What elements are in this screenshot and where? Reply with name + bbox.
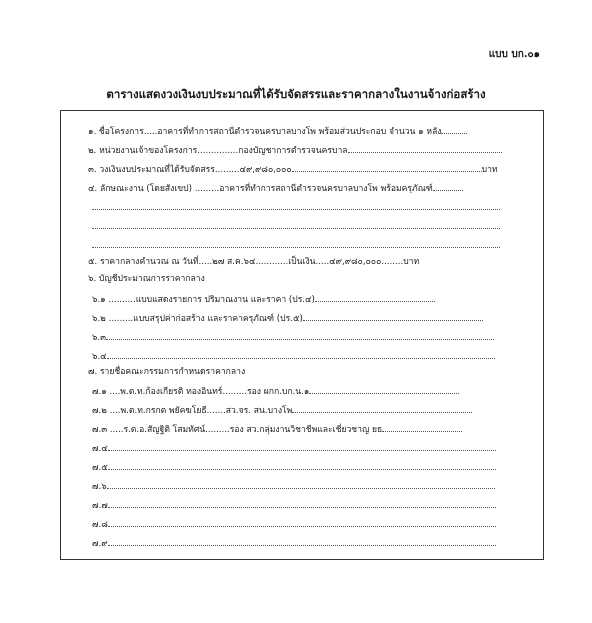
committee-member-7 — [92, 499, 496, 512]
committee-member-1-text: ๗.๑ ....พ.ต.ท.ก้องเกียรติ ทองอินทร์.........รอง ผกก.บก.น.๑ — [92, 387, 310, 397]
item-6-3 — [92, 331, 494, 344]
item-committee-text: ๗. รายชื่อคณะกรรมการกำหนดราคากลาง — [88, 367, 246, 377]
committee-member-7-text: ๗.๗ — [92, 501, 108, 511]
committee-member-2-text: ๗.๒ ....พ.ต.ท.กรกต พยัคฆโยธี.......สว.จร. สน.บางโพ — [92, 406, 293, 416]
item-committee — [88, 367, 245, 378]
committee-member-2 — [92, 404, 472, 417]
item-estimate-list-text: ๖. บัญชีประมาณการราคากลาง — [88, 274, 205, 284]
committee-member-6-text: ๗.๖ — [92, 482, 107, 492]
committee-member-3 — [92, 423, 462, 436]
item-6-1-text: ๖.๑ ..........แบบแสดงรายการ ปริมาณงาน และราคา (ปร.๔) — [92, 295, 315, 305]
item-work-description — [88, 182, 463, 195]
item-work-description-text: ๔. ลักษณะงาน (โดยสังเขป) .........อาคารที่ทำการสถานีตำรวจนครบาลบางโพ พร้อมครุภัณฑ์ — [88, 184, 433, 194]
item-6-2 — [92, 312, 483, 325]
dotted-fill — [292, 163, 482, 172]
item-6-4-text: ๖.๔ — [92, 352, 107, 362]
item-budget-unit: บาท — [481, 165, 498, 175]
item-owner-agency — [88, 144, 502, 157]
form-code: แบบ บก.๐๑ — [488, 49, 540, 60]
item-6-2-text: ๖.๒ .........แบบสรุปค่าก่อสร้าง และราคาครุภัณฑ์ (ปร.๕) — [92, 314, 303, 324]
item-budget-text: ๓. วงเงินงบประมาณที่ได้รับจัดสรร.........๔๙,๙๘๐,๐๐๐ — [88, 165, 292, 175]
committee-member-8-text: ๗.๘ — [92, 520, 108, 530]
blank-line — [92, 220, 500, 233]
item-owner-agency-text: ๒. หน่วยงานเจ้าของโครงการ...............กองบัญชาการตำรวจนครบาล — [88, 146, 348, 156]
dotted-fill — [433, 182, 463, 191]
blank-line — [92, 201, 500, 214]
dotted-fill — [348, 144, 502, 153]
item-project-name — [88, 125, 467, 138]
item-budget — [88, 163, 498, 176]
committee-member-4 — [92, 442, 496, 455]
dotted-fill — [441, 125, 467, 134]
item-median-price-text: ๕. ราคากลางคำนวณ ณ วันที่.....๒๗ ส.ค.๖๔............เป็นเงิน.....๔๙,๙๘๐,๐๐๐........บาท — [88, 257, 420, 267]
committee-member-1 — [92, 385, 459, 398]
committee-member-9 — [92, 537, 496, 550]
item-estimate-list — [88, 274, 205, 285]
item-6-3-text: ๖.๓ — [92, 333, 107, 343]
committee-member-5-text: ๗.๕ — [92, 463, 108, 473]
committee-member-3-text: ๗.๓ .....ร.ต.อ.สัญฐิติ โสมทัศน์.........รอง สว.กลุ่มงานวิชาชีพและเชี่ยวชาญ ยธ — [92, 425, 383, 435]
document-title: ตารางแสดงวงเงินงบประมาณที่ได้รับจัดสรรและราคากลางในงานจ้างก่อสร้าง — [106, 87, 486, 101]
item-project-name-text: ๑. ชื่อโครงการ.....อาคารที่ทำการสถานีตำรวจนครบาลบางโพ พร้อมส่วนประกอบ จำนวน ๑ หลัง — [88, 127, 442, 137]
committee-member-6 — [92, 480, 495, 493]
committee-member-5 — [92, 461, 496, 474]
committee-member-8 — [92, 518, 496, 531]
blank-line — [92, 239, 500, 252]
committee-member-4-text: ๗.๔ — [92, 444, 108, 454]
item-6-4 — [92, 350, 495, 363]
item-6-1 — [92, 293, 435, 306]
committee-member-9-text: ๗.๙ — [92, 539, 108, 549]
item-median-price — [88, 257, 419, 268]
